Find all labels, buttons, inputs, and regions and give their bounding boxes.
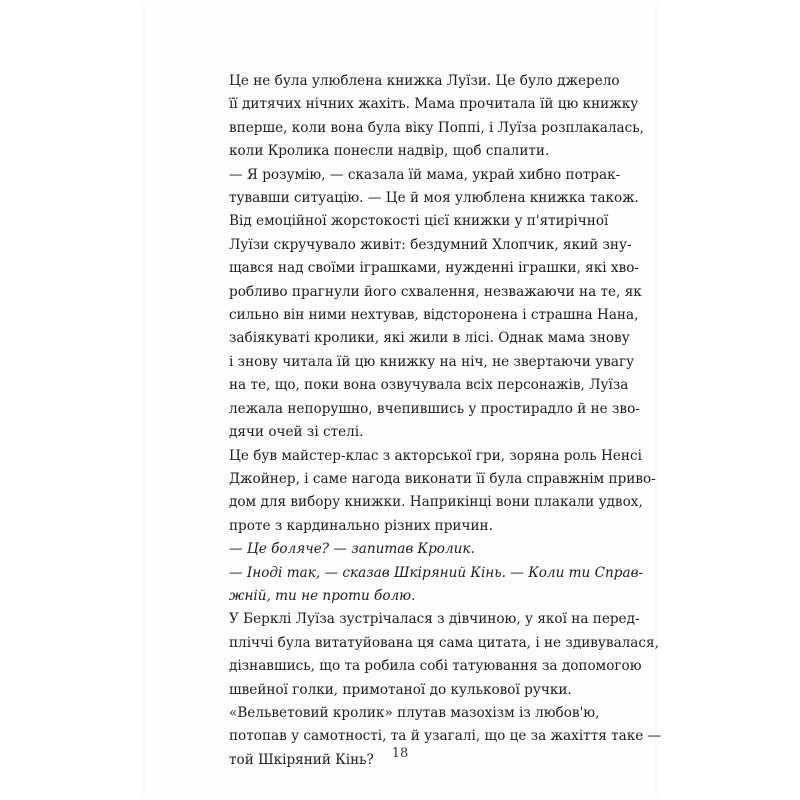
text-line: «Вельветовий кролик» плутав мазохізм із любов'ю, <box>229 704 600 721</box>
page-body-text <box>229 70 662 772</box>
paragraph <box>229 164 639 211</box>
text-line: — Іноді так, — сказав Шкіряний Кінь. — Коли ти Справ- <box>229 564 644 581</box>
text-line: коли Кролика понесли надвір, щоб спалити. <box>229 143 550 160</box>
text-line: Луїзи скручувало живіт: бездумний Хлопчик, який зну- <box>229 236 632 253</box>
text-line: Від емоційної жорстокості цієї книжки у п'ятирічної <box>229 213 609 230</box>
text-line: швейної голки, примотаної до кулькової ручки. <box>229 681 572 698</box>
paragraph <box>229 445 656 539</box>
text-line: її дитячих нічних жахіть. Мама прочитала їй цю книжку <box>229 96 639 113</box>
text-line: дячи очей зі стелі. <box>229 424 364 441</box>
text-line: лежала непорушно, вчепившись у простирадло й не зво- <box>229 400 640 417</box>
text-line: — Це боляче? — запитав Кролик. <box>229 541 475 558</box>
paragraph <box>229 608 659 702</box>
text-line: дом для вибору книжки. Наприкінці вони плакали удвох, <box>229 494 643 511</box>
text-line: тувавши ситуацію. — Це й моя улюблена книжка також. <box>229 190 639 207</box>
text-line: жній, ти не проти болю. <box>229 587 416 604</box>
text-line: вперше, коли вона була віку Поппі, і Луїза розплакалась, <box>229 119 644 136</box>
text-line: дізнавшись, що та робила собі татуювання за допомогою <box>229 658 642 675</box>
text-line: потопав у самотності, та й узагалі, що це за жахіття таке — <box>229 728 662 745</box>
text-line: Це був майстер-клас з акторської гри, зоряна роль Ненсі <box>229 447 642 464</box>
text-line: щався над своїми іграшками, нужденні іграшки, які хво- <box>229 260 640 277</box>
text-line: той Шкіряний Кінь? <box>229 751 374 768</box>
paragraph <box>229 562 644 609</box>
text-line: на те, що, поки вона озвучувала всіх персонажів, Луїза <box>229 377 629 394</box>
text-line: У Берклі Луїза зустрічалася з дівчиною, у якої на перед- <box>229 611 640 628</box>
text-line: пліччі була витатуйована ця сама цитата, і не здивувалася, <box>229 634 659 651</box>
text-line: Джойнер, і саме нагода виконати її була справжнім приво- <box>229 470 656 487</box>
page-number: 18 <box>391 746 409 761</box>
paragraph <box>229 702 662 772</box>
paragraph <box>229 70 644 164</box>
text-line: робливо прагнули його схвалення, незважаючи на те, як <box>229 283 642 300</box>
text-line: Це не була улюблена книжка Луїзи. Це було джерело <box>229 73 620 89</box>
text-line: і знову читала їй цю книжку на ніч, не звертаючи увагу <box>229 353 635 370</box>
text-line: сильно він ними нехтував, відсторонена і страшна Нана, <box>229 307 639 324</box>
paragraph <box>229 538 595 561</box>
text-line: забіякуваті кролики, які жили в лісі. Однак мама знову <box>229 330 630 347</box>
paragraph <box>229 210 642 444</box>
text-line: — Я розумію, — сказала їй мама, украй хибно потрак- <box>229 166 621 183</box>
text-line: проте з кардинально різних причин. <box>229 517 493 534</box>
